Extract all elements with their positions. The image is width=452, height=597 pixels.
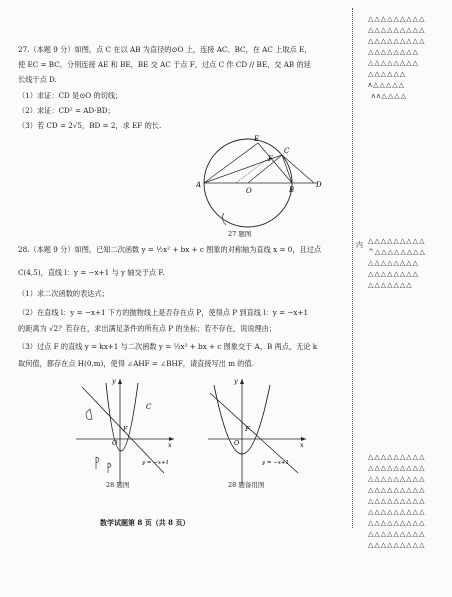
q27-header: 27.（本题 9 分）如图，点 C 在以 AB 为直径的⊙O 上，连接 AC、BC，在 AC 上取点 E，: [18, 45, 312, 54]
q28-caption1: 28 题图: [106, 481, 130, 489]
label-d: D: [316, 181, 322, 189]
q28-sub2a: （2）在直线 l：y = −x+1 下方的抛物线上是否存在点 P，使得点 P 到直线 l：y = −x+1: [18, 308, 309, 317]
line-label: y = −x+1: [142, 460, 170, 466]
seal-line: [352, 8, 353, 528]
pen-mark-p2: [108, 463, 111, 473]
segment-ae: [204, 143, 258, 183]
q27-sub1: （1）求证：CD 是⊙O 的切线；: [18, 91, 123, 100]
label-b: B: [289, 186, 295, 194]
q28-sub1: （1）求二次函数的表达式；: [18, 289, 109, 298]
q27-sub3: （3）若 CD = 2√5，BD = 2，求 EF 的长.: [18, 121, 162, 130]
label-y: y: [112, 377, 116, 385]
page-footer: 数学试题第 8 页（共 8 页）: [100, 518, 190, 527]
pen-mark-p1: [96, 457, 99, 469]
label-a: A: [196, 181, 202, 189]
q28-line2: C(4,5)，直线 l：y = −x+1 与 y 轴交于点 F.: [18, 268, 165, 277]
label-c: C: [284, 147, 290, 155]
margin-nei-mark: 内: [356, 241, 364, 249]
pen-mark-b: [86, 409, 92, 419]
label-x: x: [168, 441, 172, 449]
label-o: O: [112, 439, 118, 447]
margin-triangles-1: △△△△△△△△△ △△△△△△△△△ △△△△△△△△△ △△△△△△△△ △△△△△△△△ △△△△△△ ʌ△△△△△ ʌʌ△△△△: [368, 15, 426, 100]
line-label: y = −x+1: [262, 460, 290, 466]
label-f: F: [123, 425, 128, 433]
y-axis-arrow: [118, 379, 122, 384]
label-c: C: [146, 403, 152, 411]
q27-line3: 长线于点 D.: [18, 75, 57, 84]
segment-oc: [248, 155, 282, 183]
q27-sub2: （2）求证：CD² = AD·BD；: [18, 106, 115, 115]
y-axis-arrow: [240, 379, 244, 384]
q28-caption2: 28 题备用图: [228, 481, 265, 489]
q27-caption: 27 题图: [228, 230, 252, 238]
label-f: F: [245, 425, 250, 433]
label-o: O: [234, 439, 240, 447]
q27-figure: [196, 135, 332, 235]
q28-figure: [68, 373, 178, 485]
label-e: E: [254, 135, 260, 143]
q28-sub3b: 取何值，都存在点 H(0,m)，使得 ∠AHF = ∠BHF，请直接写出 m 的值.: [18, 359, 254, 368]
label-o: O: [246, 187, 252, 195]
q27-line2: 使 EC = BC，分别连接 AE 和 BE，BE 交 AC 于点 F，过点 C 作 CD // BE，交 AB 的延: [18, 60, 311, 69]
margin-triangles-3: △△△△△△△△△ △△△△△△△△△ △△△△△△△△△ △△△△△△△△△ △△△△△△△△△ △△△△△△△△△ △△△△△△△△△ △△△△△△△△△ △△△△△△△△△: [368, 453, 426, 549]
label-x: x: [300, 441, 304, 449]
q28-header: 28.（本题 9 分）如图，已知二次函数 y = ½x² + bx + c 图象的对称轴为直线 x = 0，且过点: [18, 245, 322, 254]
q28-sub3a: （3）过点 F 的直线 y = kx+1 与二次函数 y = ½x² + bx + c 图象交于 A，B 两点，无论 k: [18, 342, 318, 351]
label-f: F: [268, 155, 273, 163]
q28-backup-figure: [200, 373, 310, 485]
label-y: y: [234, 377, 238, 385]
q28-sub2b: 的距离为 √2？若存在，求出满足条件的所有点 P 的坐标；若不存在，说说理由；: [18, 324, 277, 333]
margin-triangles-2: △△△△△△△△△ ^△△△△△△△△ △△△△△△△△ △△△△△△△△ △△△△△△△: [368, 237, 426, 289]
